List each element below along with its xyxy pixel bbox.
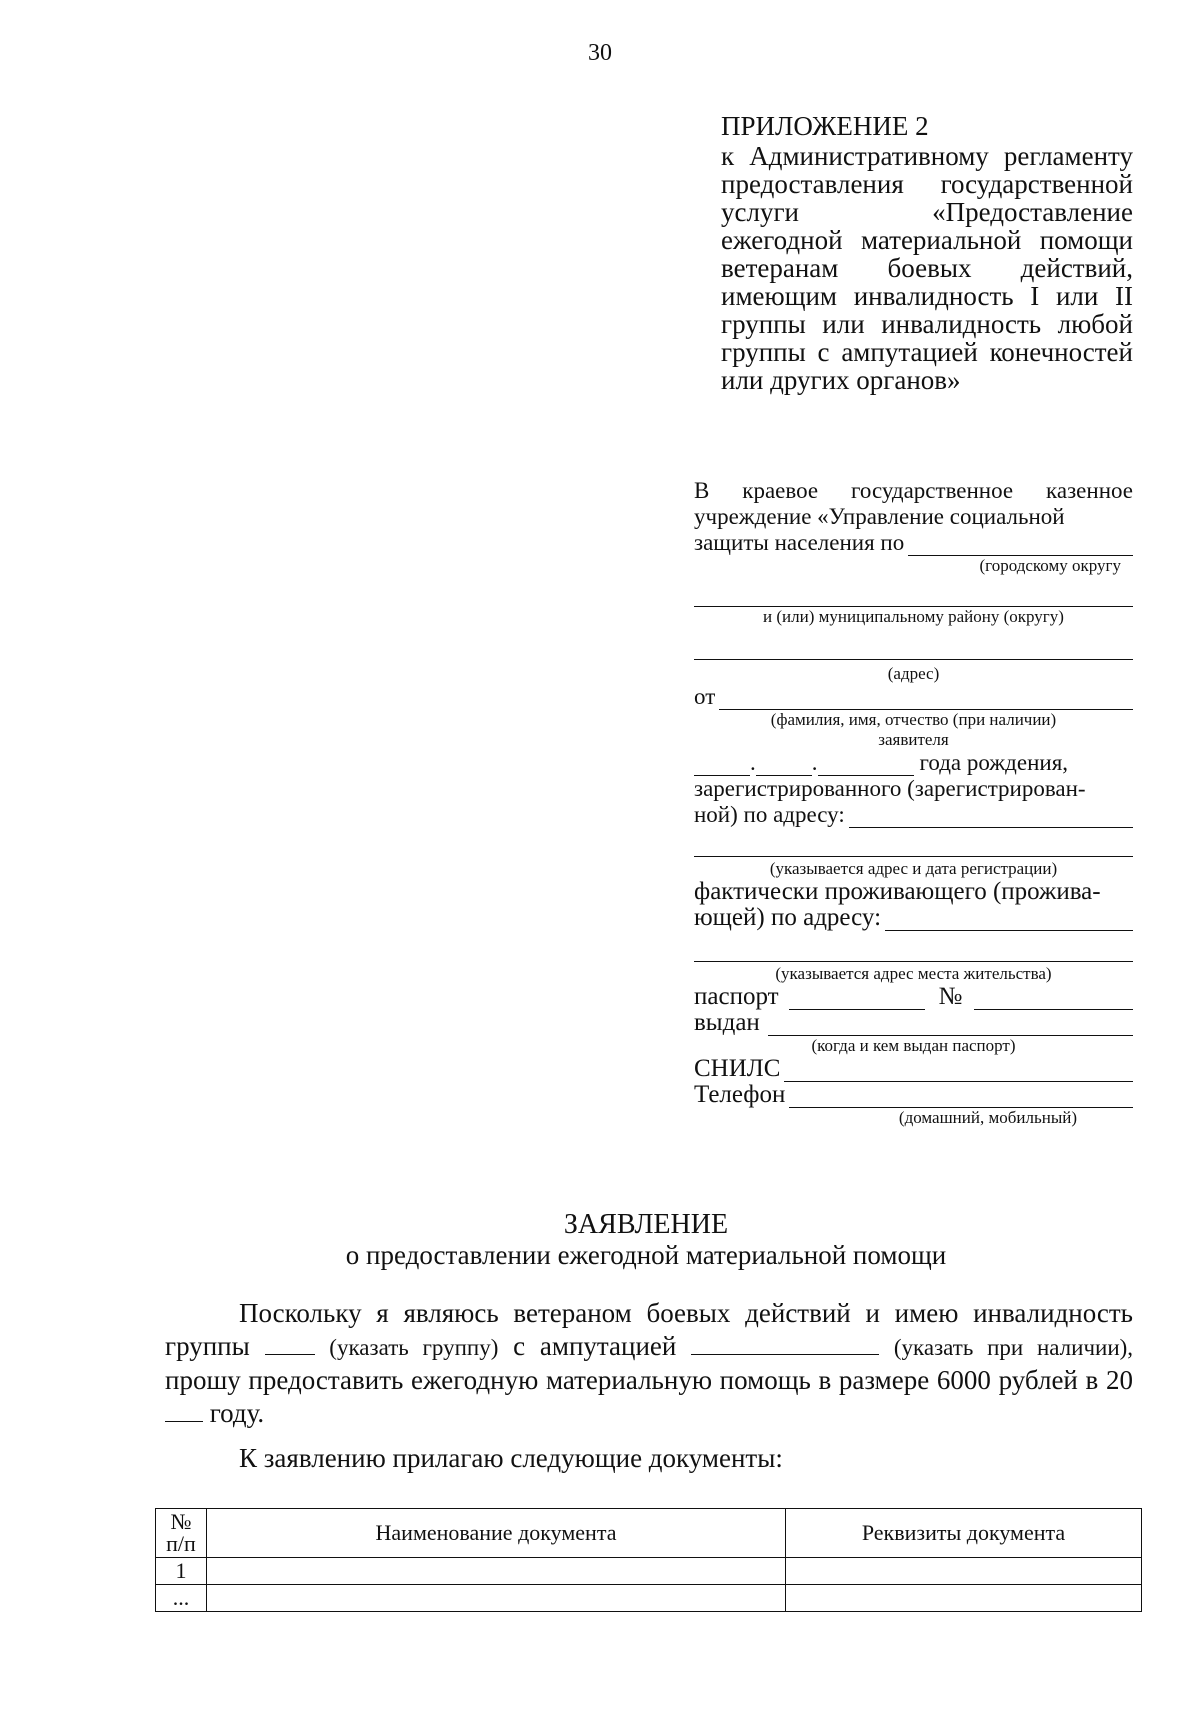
year-field[interactable] <box>165 1399 203 1422</box>
header-number: № п/п <box>156 1509 207 1558</box>
statement-body <box>165 1297 1133 1430</box>
caption-district: (городскому округу <box>979 556 1121 575</box>
caption-address: (адрес) <box>887 664 940 683</box>
row-number: 1 <box>156 1558 207 1585</box>
from-row <box>694 684 1133 710</box>
table-header-row <box>156 1509 1142 1558</box>
statement-part-2: с ампутацией <box>513 1331 677 1361</box>
attachments-intro: К заявлению прилагаю следующие документы: <box>239 1443 783 1473</box>
number-label: № <box>938 983 963 1010</box>
issued-label: выдан <box>694 1009 760 1036</box>
passport-row <box>694 984 1133 1010</box>
passport-label: паспорт <box>694 983 779 1010</box>
caption-municipal: и (или) муниципальному району (округу) <box>763 607 1064 626</box>
birth-row <box>694 750 1133 776</box>
statement-part-4: году. <box>209 1398 265 1428</box>
issued-row <box>694 1010 1133 1036</box>
caption-phone: (домашний, мобильный) <box>898 1108 1077 1127</box>
table-row <box>156 1585 1142 1612</box>
residence-address-field[interactable] <box>885 908 1133 931</box>
birth-dot-2: . <box>811 750 818 775</box>
caption-registration: (указывается адрес и дата регистрации) <box>769 859 1058 878</box>
address-field[interactable] <box>694 637 1133 660</box>
district-field[interactable] <box>908 533 1133 556</box>
caption-fio: (фамилия, имя, отчество (при наличии) <box>770 710 1057 729</box>
registered-label: ной) по адресу: <box>694 802 845 827</box>
residing-row <box>694 905 1133 931</box>
row-number: ... <box>156 1585 207 1612</box>
statement-part-3: прошу предоставить ежегодную материальную помощь в размере 6000 рублей в 20 <box>165 1365 1133 1395</box>
row-document-details[interactable] <box>786 1585 1142 1612</box>
birth-month-field[interactable] <box>756 753 812 776</box>
registered-address-field[interactable] <box>849 805 1133 828</box>
snils-row <box>694 1056 1133 1082</box>
passport-series-field[interactable] <box>789 987 925 1010</box>
row-document-name[interactable] <box>207 1585 786 1612</box>
registered-row <box>694 802 1133 828</box>
caption-applicant: заявителя <box>878 730 949 749</box>
recipient-intro: В краевое государственное казенное учреждение «Управление социальной <box>694 478 1133 529</box>
page-number: 30 <box>588 40 612 66</box>
birth-year-field[interactable] <box>818 753 914 776</box>
from-label: от <box>694 684 716 709</box>
statement-subtitle: о предоставлении ежегодной материальной помощи <box>345 1240 947 1270</box>
address-block <box>694 478 1133 1128</box>
hint-group: (указать группу) <box>329 1335 499 1360</box>
row-document-name[interactable] <box>207 1558 786 1585</box>
phone-field[interactable] <box>789 1085 1133 1108</box>
appendix-title: ПРИЛОЖЕНИЕ 2 <box>721 111 929 141</box>
statement-title: ЗАЯВЛЕНИЕ <box>563 1209 729 1240</box>
registration-extra-field[interactable] <box>694 834 1133 857</box>
birth-label: года рождения, <box>919 750 1069 775</box>
caption-issued: (когда и кем выдан паспорт) <box>811 1036 1016 1055</box>
row-document-details[interactable] <box>786 1558 1142 1585</box>
phone-label: Телефон <box>694 1081 786 1108</box>
amputation-field[interactable] <box>691 1332 879 1355</box>
caption-residence: (указывается адрес места жительства) <box>775 964 1052 983</box>
snils-label: СНИЛС <box>694 1055 781 1082</box>
fio-field[interactable] <box>719 687 1133 710</box>
birth-day-field[interactable] <box>694 753 750 776</box>
residing-text: фактически проживающего (прожива- <box>694 878 1101 905</box>
residing-label: ющей) по адресу: <box>694 904 882 931</box>
header-document-name: Наименование документа <box>207 1509 786 1558</box>
population-label: защиты населения по <box>694 530 905 555</box>
population-row <box>694 530 1133 556</box>
passport-number-field[interactable] <box>974 987 1133 1010</box>
appendix-block <box>721 112 1133 394</box>
statement-paragraph <box>165 1297 1133 1430</box>
issued-field[interactable] <box>768 1013 1133 1036</box>
group-field[interactable] <box>265 1332 315 1355</box>
registered-text: зарегистрированного (зарегистрирован- <box>694 776 1086 801</box>
appendix-text: к Административному регламенту предоставления государственной услуги «Предоставление ежегодной материальной помощи ветеранам боевых действий, имеющим инвалидность I или II группы или инвалидность любой группы с ампутацией конечностей или других органов» <box>721 141 1133 395</box>
hint-amputation: (указать при наличии), <box>893 1335 1134 1360</box>
statement-part-1: Поскольку я являюсь ветераном боевых действий и имею инвалидность группы <box>165 1298 1133 1361</box>
birth-dot-1: . <box>750 750 756 775</box>
municipal-field[interactable] <box>694 584 1133 607</box>
phone-row <box>694 1082 1133 1108</box>
table-row <box>156 1558 1142 1585</box>
residence-extra-field[interactable] <box>694 939 1133 962</box>
snils-field[interactable] <box>784 1059 1133 1082</box>
documents-table <box>155 1508 1142 1612</box>
header-document-details: Реквизиты документа <box>786 1509 1142 1558</box>
